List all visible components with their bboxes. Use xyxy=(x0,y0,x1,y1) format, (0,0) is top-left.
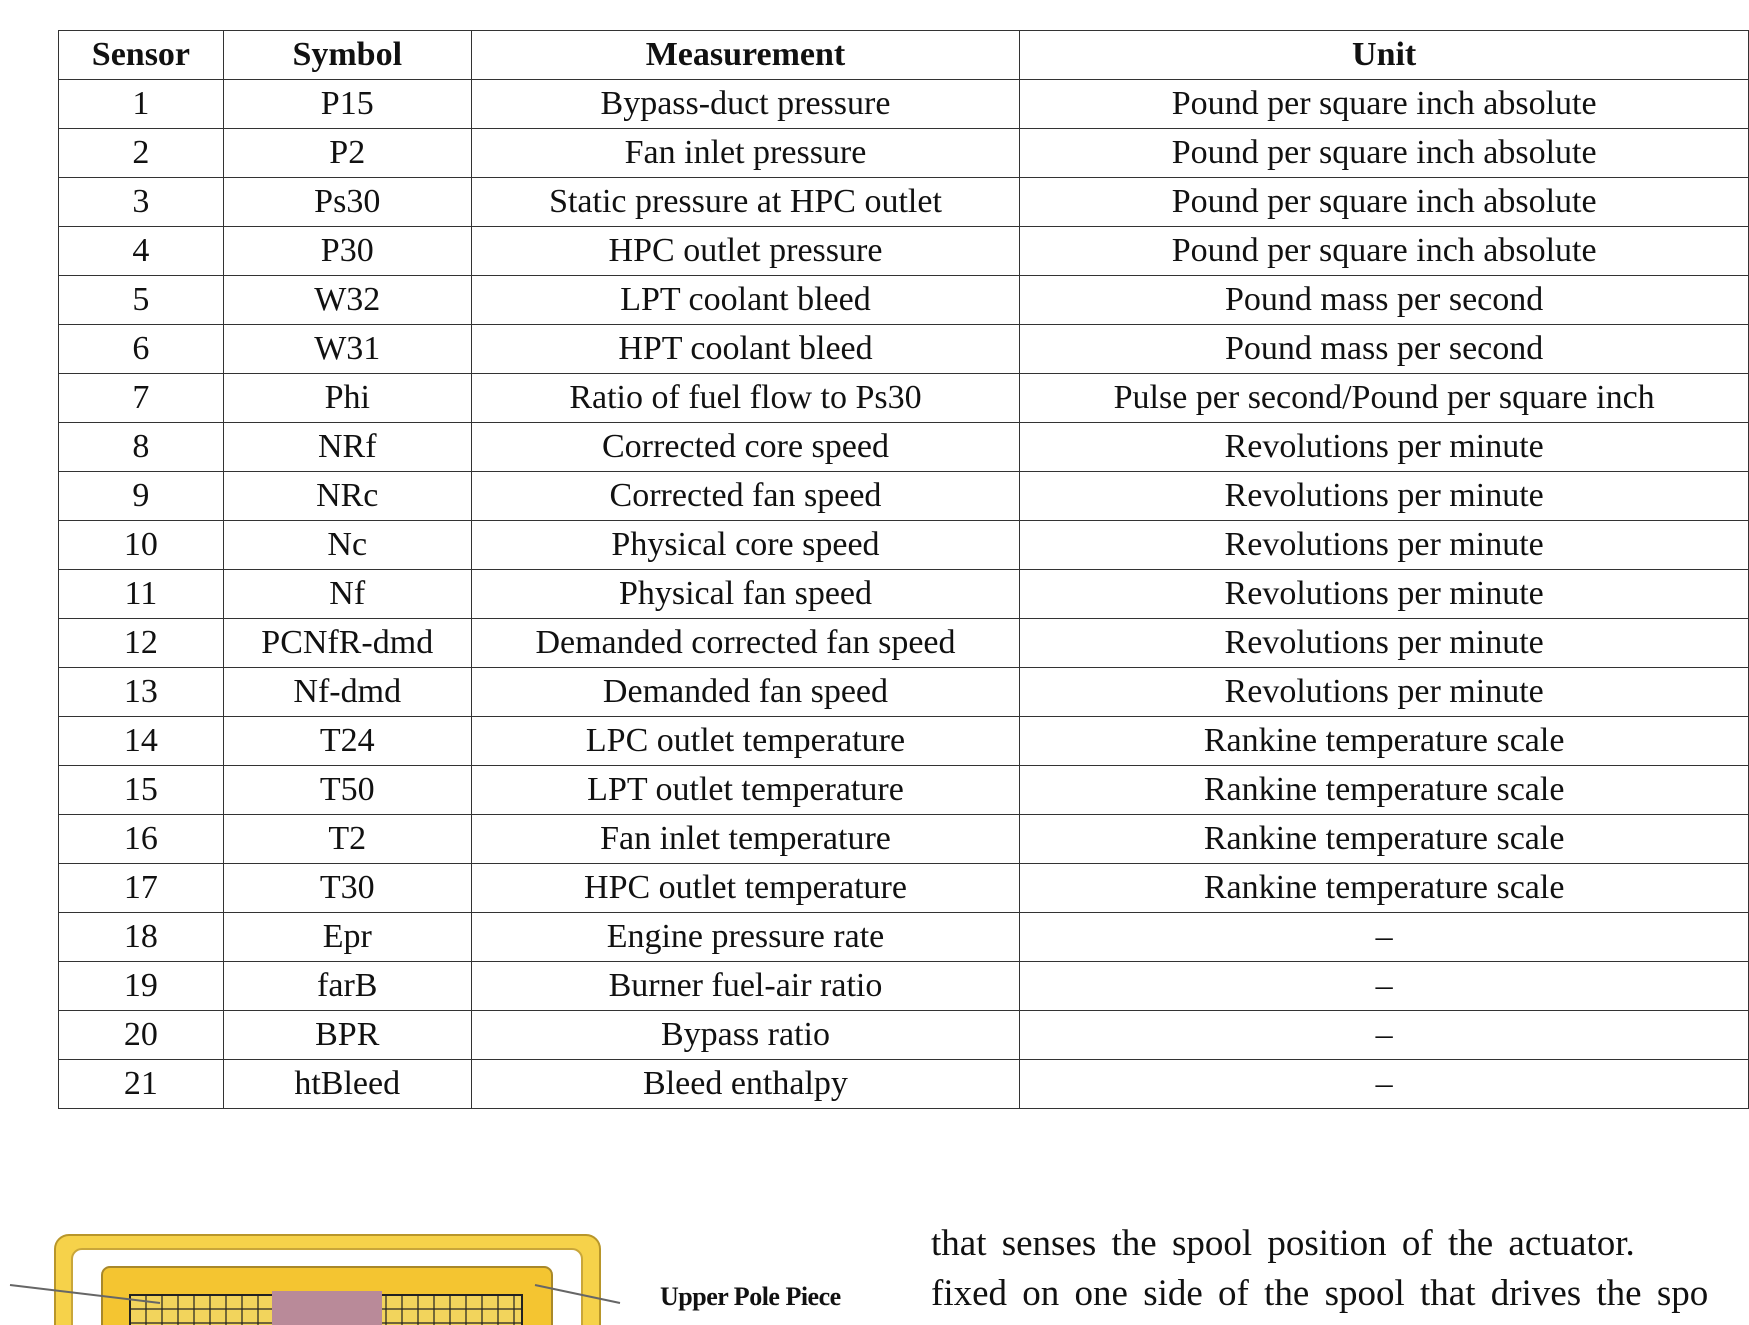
cell-sensor: 5 xyxy=(59,276,224,325)
cell-symbol: W32 xyxy=(223,276,471,325)
cell-measurement: LPT coolant bleed xyxy=(471,276,1020,325)
cell-unit: Rankine temperature scale xyxy=(1020,766,1749,815)
cell-unit: – xyxy=(1020,1060,1749,1109)
cell-unit: Revolutions per minute xyxy=(1020,472,1749,521)
cell-unit: Pound per square inch absolute xyxy=(1020,227,1749,276)
cell-sensor: 19 xyxy=(59,962,224,1011)
cell-sensor: 1 xyxy=(59,80,224,129)
cell-sensor: 8 xyxy=(59,423,224,472)
cell-unit: Pound per square inch absolute xyxy=(1020,178,1749,227)
cell-symbol: T50 xyxy=(223,766,471,815)
table-row xyxy=(59,668,1749,717)
table-row xyxy=(59,815,1749,864)
cell-measurement: Corrected fan speed xyxy=(471,472,1020,521)
cell-measurement: Bleed enthalpy xyxy=(471,1060,1020,1109)
cell-measurement: Physical core speed xyxy=(471,521,1020,570)
cell-measurement: LPC outlet temperature xyxy=(471,717,1020,766)
cell-symbol: Nf-dmd xyxy=(223,668,471,717)
paragraph-line-2: fixed on one side of the spool that drives the spo xyxy=(931,1273,1709,1314)
cell-measurement: Static pressure at HPC outlet xyxy=(471,178,1020,227)
table-row xyxy=(59,374,1749,423)
cell-measurement: LPT outlet temperature xyxy=(471,766,1020,815)
cell-symbol: BPR xyxy=(223,1011,471,1060)
cell-measurement: Engine pressure rate xyxy=(471,913,1020,962)
table-header-row xyxy=(59,31,1749,80)
cell-symbol: PCNfR-dmd xyxy=(223,619,471,668)
cell-symbol: T2 xyxy=(223,815,471,864)
cell-unit: Rankine temperature scale xyxy=(1020,815,1749,864)
cell-sensor: 20 xyxy=(59,1011,224,1060)
cell-unit: Revolutions per minute xyxy=(1020,619,1749,668)
cell-sensor: 12 xyxy=(59,619,224,668)
table-row xyxy=(59,766,1749,815)
cell-unit: Revolutions per minute xyxy=(1020,423,1749,472)
cell-sensor: 6 xyxy=(59,325,224,374)
paragraph-line-1: that senses the spool position of the actuator. xyxy=(931,1223,1635,1264)
figure-label-upper-pole-piece: Upper Pole Piece xyxy=(660,1282,841,1311)
table-row xyxy=(59,423,1749,472)
cell-unit: Pound mass per second xyxy=(1020,325,1749,374)
cell-unit: – xyxy=(1020,962,1749,1011)
table-row xyxy=(59,570,1749,619)
cell-symbol: P2 xyxy=(223,129,471,178)
cell-measurement: HPC outlet pressure xyxy=(471,227,1020,276)
cell-measurement: Bypass ratio xyxy=(471,1011,1020,1060)
header-unit: Unit xyxy=(1020,31,1749,80)
sensor-table xyxy=(58,30,1749,1109)
cell-sensor: 18 xyxy=(59,913,224,962)
cell-symbol: W31 xyxy=(223,325,471,374)
cell-symbol: T24 xyxy=(223,717,471,766)
table-row xyxy=(59,619,1749,668)
table-row xyxy=(59,325,1749,374)
table-row xyxy=(59,1011,1749,1060)
cell-measurement: HPT coolant bleed xyxy=(471,325,1020,374)
table-row xyxy=(59,276,1749,325)
cell-measurement: Fan inlet pressure xyxy=(471,129,1020,178)
cell-symbol: Epr xyxy=(223,913,471,962)
cell-unit: Rankine temperature scale xyxy=(1020,717,1749,766)
cell-symbol: NRc xyxy=(223,472,471,521)
cell-unit: – xyxy=(1020,913,1749,962)
table-row xyxy=(59,472,1749,521)
cell-measurement: Demanded corrected fan speed xyxy=(471,619,1020,668)
cell-symbol: P15 xyxy=(223,80,471,129)
cell-measurement: Demanded fan speed xyxy=(471,668,1020,717)
cell-unit: Pound per square inch absolute xyxy=(1020,80,1749,129)
cell-symbol: Nf xyxy=(223,570,471,619)
pole-piece-figure xyxy=(0,1225,640,1325)
cell-symbol: Nc xyxy=(223,521,471,570)
cell-sensor: 21 xyxy=(59,1060,224,1109)
cell-symbol: htBleed xyxy=(223,1060,471,1109)
cell-measurement: Corrected core speed xyxy=(471,423,1020,472)
cell-sensor: 14 xyxy=(59,717,224,766)
header-sensor: Sensor xyxy=(59,31,224,80)
cell-sensor: 16 xyxy=(59,815,224,864)
cell-symbol: Phi xyxy=(223,374,471,423)
cell-symbol: Ps30 xyxy=(223,178,471,227)
cell-measurement: Physical fan speed xyxy=(471,570,1020,619)
cell-sensor: 10 xyxy=(59,521,224,570)
cell-measurement: HPC outlet temperature xyxy=(471,864,1020,913)
cell-measurement: Burner fuel-air ratio xyxy=(471,962,1020,1011)
cell-sensor: 15 xyxy=(59,766,224,815)
header-symbol: Symbol xyxy=(223,31,471,80)
table-row xyxy=(59,962,1749,1011)
cell-symbol: NRf xyxy=(223,423,471,472)
cell-symbol: T30 xyxy=(223,864,471,913)
table-row xyxy=(59,521,1749,570)
cell-measurement: Bypass-duct pressure xyxy=(471,80,1020,129)
table-row xyxy=(59,1060,1749,1109)
cell-unit: Rankine temperature scale xyxy=(1020,864,1749,913)
cell-sensor: 17 xyxy=(59,864,224,913)
cell-unit: Revolutions per minute xyxy=(1020,570,1749,619)
cell-sensor: 13 xyxy=(59,668,224,717)
cell-symbol: P30 xyxy=(223,227,471,276)
cell-symbol: farB xyxy=(223,962,471,1011)
cell-unit: Pound mass per second xyxy=(1020,276,1749,325)
table-row xyxy=(59,864,1749,913)
table-row xyxy=(59,129,1749,178)
cell-sensor: 11 xyxy=(59,570,224,619)
cell-measurement: Ratio of fuel flow to Ps30 xyxy=(471,374,1020,423)
cell-unit: Pound per square inch absolute xyxy=(1020,129,1749,178)
table-row xyxy=(59,178,1749,227)
cell-sensor: 3 xyxy=(59,178,224,227)
table-row xyxy=(59,717,1749,766)
cell-unit: – xyxy=(1020,1011,1749,1060)
table-row xyxy=(59,227,1749,276)
header-measurement: Measurement xyxy=(471,31,1020,80)
cell-measurement: Fan inlet temperature xyxy=(471,815,1020,864)
cell-sensor: 4 xyxy=(59,227,224,276)
cell-unit: Pulse per second/Pound per square inch xyxy=(1020,374,1749,423)
cell-sensor: 2 xyxy=(59,129,224,178)
cell-sensor: 9 xyxy=(59,472,224,521)
cell-sensor: 7 xyxy=(59,374,224,423)
cell-unit: Revolutions per minute xyxy=(1020,521,1749,570)
table-row xyxy=(59,80,1749,129)
table-row xyxy=(59,913,1749,962)
cell-unit: Revolutions per minute xyxy=(1020,668,1749,717)
